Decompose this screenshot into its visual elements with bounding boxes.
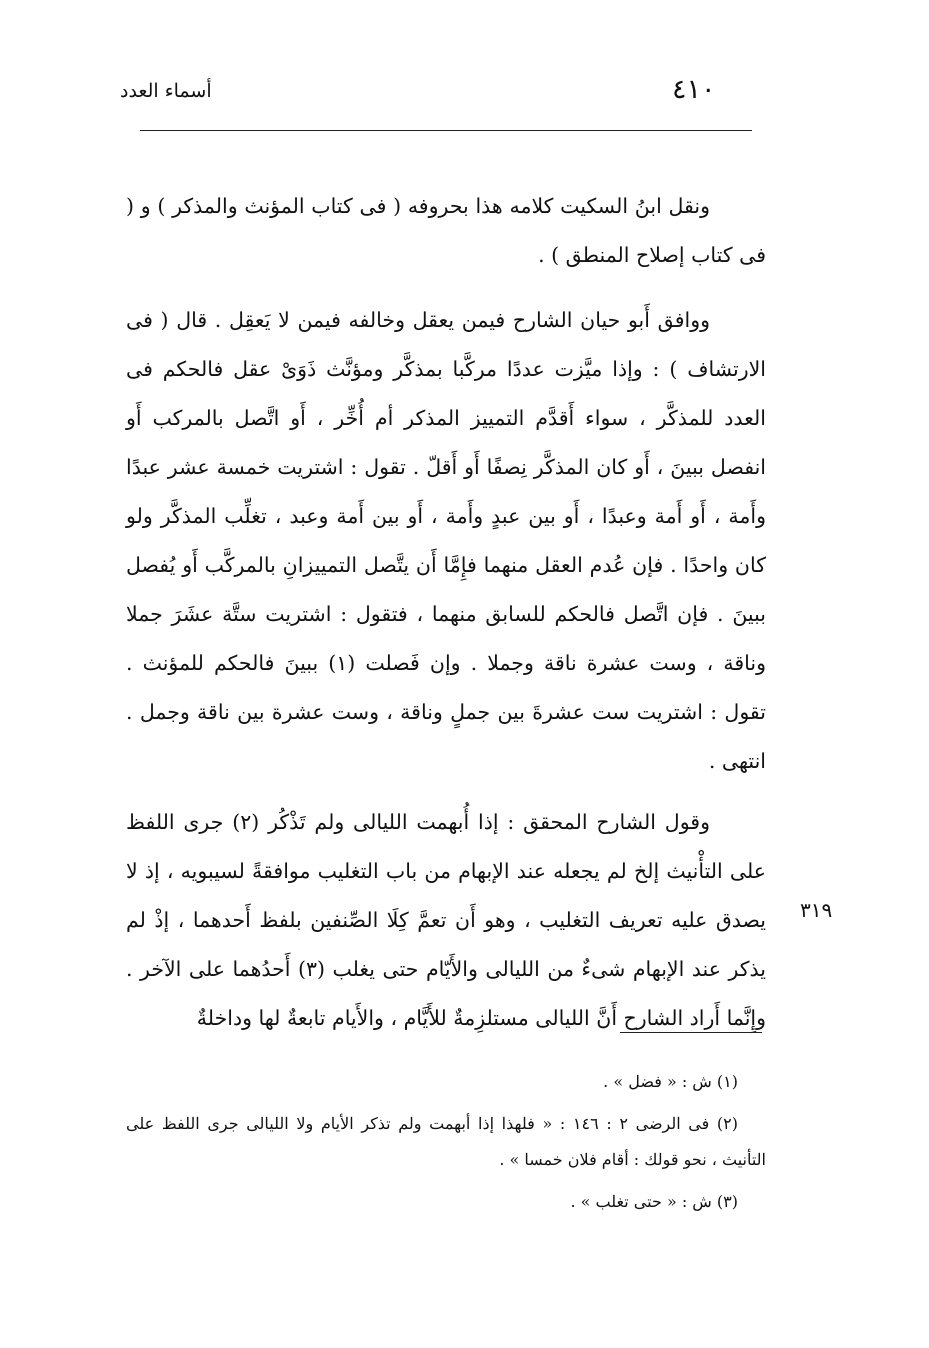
footnote-2: (٢) فى الرضى ٢ : ١٤٦ : « فلهذا إذا أبهمت ولم تذكر الأيام ولا الليالى جرى اللفظ على التأنيث ، نحو قولك : أقام فلان خمسا » . bbox=[126, 1114, 766, 1169]
footnotes bbox=[126, 1064, 766, 1226]
margin-page-reference: ٣١٩ bbox=[800, 898, 833, 922]
footnote-3: (٣) ش : « حتى تغلب » . bbox=[570, 1192, 738, 1211]
running-title: أسماء العدد bbox=[120, 80, 212, 102]
main-text bbox=[126, 182, 766, 1055]
paragraph-3: وقول الشارح المحقق : إذا أُبهمت الليالى ولم تَذْكُر (٢) جرى اللفظ على التأْنيث إلخ لم يجعله عند الإبهام من باب التغليب موافقةً لسيبويه ، إذ لا يصدق عليه تعريف التغليب ، وهو أَن تعمَّ كِلَا الصِّنفين بلفظ أَحدهما ، إذْ لم يذكر عند الإبهام شىءٌ من الليالى والأَيّام حتى يغلب (٣) أَحدُهما على الآخر . وإِنَّما أَراد الشارح أَنَّ الليالى مستلزِمةٌ للأَيَّام ، والأَيام تابعةٌ لها وداخلةٌ bbox=[126, 810, 766, 1030]
page-number: ٤١٠ bbox=[672, 74, 716, 105]
footnote-rule bbox=[620, 1032, 762, 1033]
paragraph-1: ونقل ابنُ السكيت كلامه هذا بحروفه ( فى كتاب المؤنث والمذكر ) و ( فى كتاب إصلاح المنطق ) . bbox=[126, 194, 766, 267]
footnote-1: (١) ش : « فضل » . bbox=[603, 1072, 738, 1091]
header-rule bbox=[140, 130, 752, 131]
paragraph-2: ووافق أَبو حيان الشارح فيمن يعقل وخالفه فيمن لا يَعقِل . قال ( فى الارتشاف ) : وإذا ميَّزت عددًا مركَّبا بمذكَّر ومؤنَّث ذَوَىْ عقل فالحكم فى العدد للمذكَّر ، سواء أَقدَّم التمييز المذكر أم أُخِّر ، أَو اتَّصل بالمركب أَو انفصل ببينَ ، أَو كان المذكَّر نِصفًا أَو أَقلّ . تقول : اشتريت خمسة عشر عبدًا وأَمة ، أَو أَمة وعبدًا ، أَو بين عبدٍ وأَمة ، أَو بين أَمة وعبد ، تغلِّب المذكَّر ولو كان واحدًا . فإن عُدم العقل منهما فإِمَّا أَن يتَّصل التمييزانِ بالمركَّب أَو يُفصل ببينَ . فإن اتَّصل فالحكم للسابق منهما ، فتقول : اشتريت ستَّة عشَرَ جملا وناقة ، وست عشرة ناقة وجملا . وإن فَصلت (١) ببينَ فالحكم للمؤنث . تقول : اشتريت ست عشرةَ بين جملٍ وناقة ، وست عشرة بين ناقة وجمل . انتهى . bbox=[126, 308, 766, 773]
